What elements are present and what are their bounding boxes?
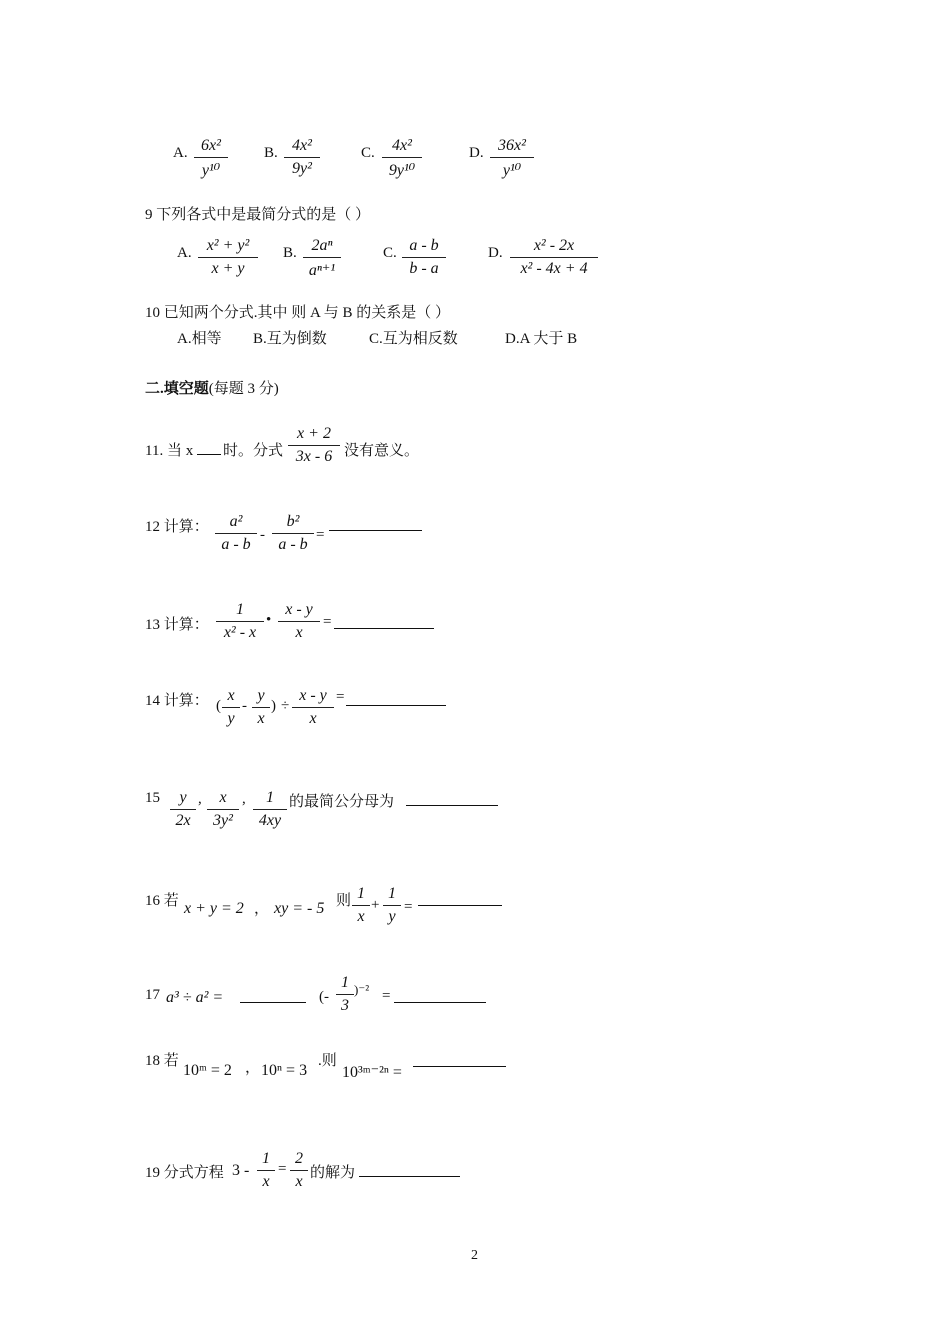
- q16-separator: ，: [254, 901, 270, 917]
- q8-option-a-label: A.: [173, 145, 188, 161]
- q10-text: 10 已知两个分式.其中 则 A 与 B 的关系是（ ）: [145, 305, 451, 321]
- q16-condition-1: x + y = 2: [184, 900, 244, 917]
- q8-option-d-fraction: $\frac{\text{36x²}}{\text{y¹⁰}}$: [490, 137, 534, 180]
- q10-option-d: D.A 大于 B: [505, 331, 578, 347]
- q14-fraction-2: $\frac{y}{x}$: [252, 687, 270, 728]
- q15-comma-2: ,: [242, 791, 246, 807]
- q14-fraction-3: $\frac{x - y}{x}$: [292, 687, 334, 728]
- section-2-title: 二.填空题: [145, 381, 209, 397]
- q16-then: 则: [336, 893, 352, 909]
- q17-expression-1: a³ ÷ a² =: [166, 989, 224, 1006]
- q11-fraction: $\frac{x + 2}{3x - 6}$: [288, 425, 340, 466]
- q16-plus: +: [371, 897, 380, 913]
- q16-prefix: 16 若: [145, 893, 179, 909]
- q16-equals: =: [404, 899, 413, 915]
- q11-mid: 时。分式: [223, 443, 284, 459]
- q19-blank[interactable]: [359, 1162, 460, 1177]
- q17-blank-1[interactable]: [240, 988, 306, 1003]
- q10-option-b: B.互为倒数: [253, 331, 327, 347]
- q8-option-b-fraction: $\frac{\text{4x²}}{\text{9y²}}$: [284, 137, 320, 178]
- q13-equals: =: [323, 614, 332, 630]
- q15-blank[interactable]: [406, 791, 498, 806]
- q12-fraction-2: $\frac{\text{b²}}{a - b}$: [272, 513, 314, 554]
- q13-prefix: 13 计算：: [145, 617, 209, 633]
- q12-minus: -: [260, 527, 265, 543]
- q18-expression: 10³ᵐ⁻²ⁿ =: [342, 1064, 402, 1081]
- q15-fraction-1: $\frac{y}{2x}$: [170, 789, 196, 830]
- q18-separator: ，: [245, 1060, 261, 1076]
- q9-option-a-fraction: $\frac{\text{x² + y²}}{x + y}$: [198, 237, 258, 278]
- q17-blank-2[interactable]: [394, 988, 486, 1003]
- q13-dot: •: [266, 612, 272, 628]
- q8-option-b-label: B.: [264, 145, 278, 161]
- q13-blank[interactable]: [334, 614, 434, 629]
- q17-left-paren: (-: [319, 989, 329, 1005]
- q16-fraction-1: $\frac{1}{x}$: [352, 885, 370, 926]
- section-2-heading: [145, 377, 279, 398]
- q14-equals: =: [336, 689, 345, 705]
- q11-blank[interactable]: [197, 440, 221, 455]
- q13-fraction-1: $\frac{1}{\text{x² - x}}$: [216, 601, 264, 642]
- q14-fraction-1: $\frac{x}{y}$: [222, 687, 240, 728]
- q13-fraction-2: $\frac{x - y}{x}$: [278, 601, 320, 642]
- section-2-note: (每题 3 分): [208, 381, 279, 397]
- q15-comma-1: ,: [198, 791, 202, 807]
- q18-condition-2: 10ⁿ = 3: [261, 1062, 308, 1079]
- q12-fraction-1: $\frac{\text{a²}}{a - b}$: [215, 513, 257, 554]
- q9-option-d-fraction: $\frac{\text{x² - 2x}}{\text{x² - 4x + 4}}$: [510, 237, 598, 278]
- q10-option-a: A.相等: [177, 331, 222, 347]
- q14-right-paren: ): [271, 698, 276, 714]
- q15-fraction-3: $\frac{1}{4xy}$: [253, 789, 287, 830]
- q18-prefix: 18 若: [145, 1053, 179, 1069]
- q19-suffix: 的解为: [310, 1165, 356, 1181]
- q19-fraction-1: $\frac{1}{x}$: [257, 1150, 275, 1191]
- q14-divide: ÷: [281, 698, 290, 714]
- q9-option-c-label: C.: [383, 245, 397, 261]
- q18-condition-1: 10ᵐ = 2: [183, 1062, 232, 1079]
- q8-option-c-fraction: $\frac{\text{4x²}}{\text{9y¹⁰}}$: [382, 137, 422, 180]
- q17-right-paren-power: )⁻²: [354, 982, 370, 997]
- q18-then: .则: [318, 1053, 337, 1069]
- q12-equals: =: [316, 527, 325, 543]
- q8-option-d-label: D.: [469, 145, 484, 161]
- q9-option-d-label: D.: [488, 245, 503, 261]
- q19-lhs: 3 -: [232, 1162, 250, 1179]
- q17-prefix: 17: [145, 987, 160, 1003]
- q15-fraction-2: $\frac{x}{\text{3y²}}$: [207, 789, 239, 830]
- q8-option-a-fraction: $\frac{\text{6x²}}{\text{y¹⁰}}$: [194, 137, 228, 180]
- q14-minus: -: [242, 698, 247, 714]
- q18-blank[interactable]: [413, 1052, 506, 1067]
- q15-prefix: 15: [145, 790, 160, 806]
- q14-blank[interactable]: [346, 691, 446, 706]
- q16-fraction-2: $\frac{1}{y}$: [383, 885, 401, 926]
- q16-condition-2: xy = - 5: [274, 900, 325, 917]
- q9-option-a-label: A.: [177, 245, 192, 261]
- q19-equals: =: [278, 1161, 287, 1177]
- q10-option-c: C.互为相反数: [369, 331, 458, 347]
- q9-option-b-label: B.: [283, 245, 297, 261]
- q9-option-b-fraction: $\frac{\text{2aⁿ}}{\text{aⁿ⁺¹}}$: [303, 237, 341, 280]
- q15-suffix: 的最简公分母为: [289, 794, 395, 810]
- q12-prefix: 12 计算：: [145, 519, 209, 535]
- q11-suffix: 没有意义。: [344, 443, 420, 459]
- q12-blank[interactable]: [329, 516, 422, 531]
- q16-blank[interactable]: [418, 891, 502, 906]
- q17-fraction: $\frac{1}{3}$: [336, 974, 354, 1015]
- q19-fraction-2: $\frac{2}{x}$: [290, 1150, 308, 1191]
- q8-option-c-label: C.: [361, 145, 375, 161]
- q17-equals: =: [382, 988, 391, 1004]
- q11-prefix: 11. 当 x: [145, 443, 194, 459]
- q14-prefix: 14 计算：: [145, 693, 209, 709]
- q9-option-c-fraction: $\frac{a - b}{b - a}$: [402, 237, 446, 278]
- q9-text: 9 下列各式中是最简分式的是（ ）: [145, 207, 371, 223]
- page-number: 2: [471, 1248, 478, 1263]
- q19-prefix: 19 分式方程: [145, 1165, 224, 1181]
- q14-left-paren: (: [216, 698, 221, 714]
